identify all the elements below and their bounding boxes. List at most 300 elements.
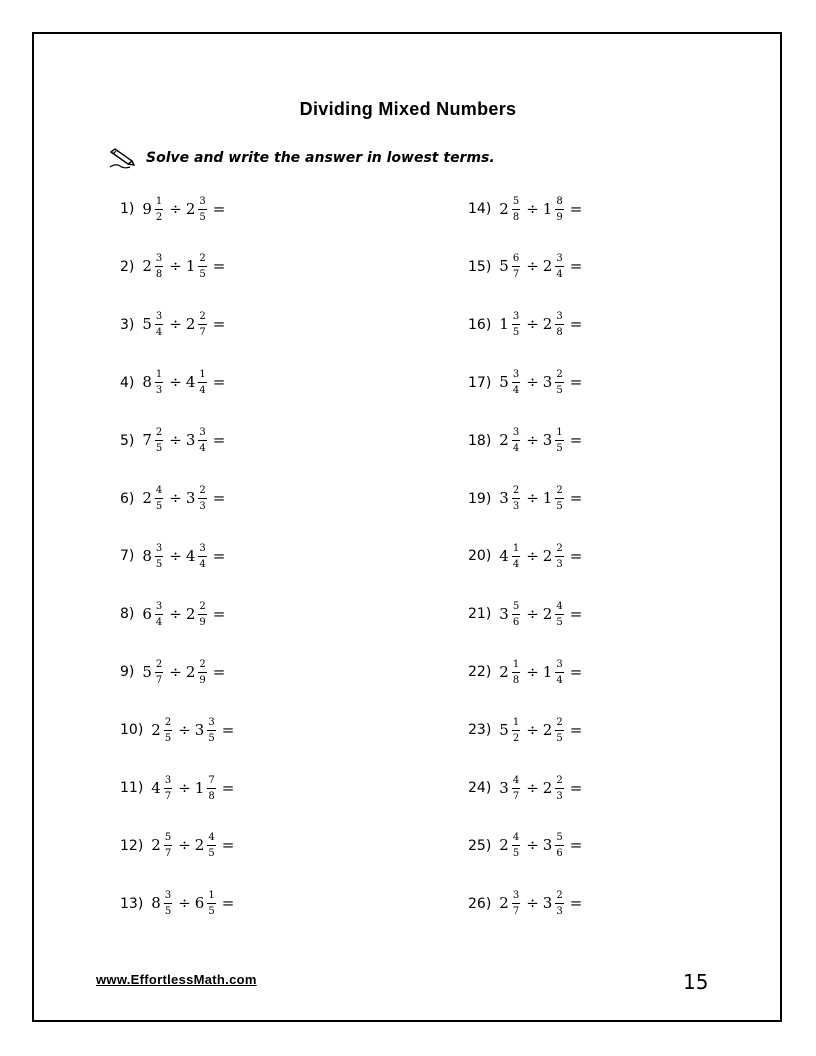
- problem-number: 9): [120, 664, 135, 681]
- denominator: 3: [155, 385, 163, 397]
- denominator: 5: [208, 906, 215, 918]
- fraction: [155, 253, 163, 280]
- fraction: [155, 427, 163, 454]
- fraction: [155, 601, 163, 628]
- division-sign: ÷: [178, 894, 191, 913]
- whole-part: 2: [499, 431, 509, 450]
- denominator: 6: [512, 616, 520, 628]
- fraction: [512, 253, 520, 280]
- division-sign: ÷: [169, 315, 182, 334]
- denominator: 7: [512, 906, 520, 918]
- denominator: 3: [556, 906, 563, 918]
- denominator: 7: [164, 790, 172, 802]
- whole-part: 8: [142, 373, 152, 392]
- equals-sign: =: [569, 373, 583, 392]
- whole-part: 3: [185, 489, 196, 507]
- equals-sign: =: [221, 836, 235, 855]
- whole-part: 3: [499, 604, 509, 623]
- equals-sign: =: [221, 720, 235, 739]
- denominator: 5: [208, 732, 215, 744]
- whole-part: 5: [499, 373, 509, 392]
- division-sign: ÷: [178, 778, 191, 797]
- denominator: 8: [155, 269, 163, 281]
- problem-number: 21): [468, 606, 492, 623]
- fraction: [555, 659, 563, 686]
- fraction: [198, 427, 206, 454]
- numerator: 2: [199, 658, 206, 670]
- problem-2: [120, 249, 225, 285]
- whole-part: 2: [142, 489, 152, 507]
- fraction: [512, 775, 520, 802]
- fraction: [198, 253, 206, 280]
- denominator: 5: [164, 732, 172, 744]
- numerator: 1: [155, 195, 163, 207]
- numerator: 2: [556, 369, 563, 381]
- fraction-bar: [155, 672, 163, 673]
- fraction-bar: [155, 556, 163, 557]
- fraction: [198, 659, 206, 686]
- equals-sign: =: [569, 836, 583, 855]
- denominator: 7: [512, 269, 520, 281]
- division-sign: ÷: [169, 489, 182, 507]
- fraction: [155, 659, 163, 686]
- division-sign: ÷: [526, 431, 539, 450]
- problem-number: 19): [468, 490, 492, 507]
- problem-5: [120, 423, 225, 459]
- whole-part: 2: [142, 257, 152, 276]
- numerator: 3: [155, 542, 163, 554]
- numerator: 3: [199, 427, 206, 439]
- fraction: [555, 543, 563, 570]
- pencil-writing-icon: [108, 146, 138, 170]
- division-sign: ÷: [526, 778, 539, 797]
- equals-sign: =: [221, 778, 235, 797]
- equals-sign: =: [569, 720, 583, 739]
- problem-25: [468, 828, 582, 864]
- problem-21: [468, 596, 582, 632]
- equals-sign: =: [569, 257, 583, 276]
- division-sign: ÷: [178, 836, 191, 855]
- problem-18: [468, 423, 582, 459]
- denominator: 9: [199, 616, 206, 628]
- numerator: 1: [512, 658, 520, 670]
- equals-sign: =: [569, 199, 583, 218]
- denominator: 5: [164, 906, 172, 918]
- numerator: 4: [512, 774, 520, 786]
- problem-number: 16): [468, 316, 492, 333]
- equals-sign: =: [212, 546, 226, 565]
- problem-number: 17): [468, 374, 492, 391]
- fraction: [207, 832, 215, 859]
- equals-sign: =: [569, 604, 583, 623]
- problem-10: [120, 712, 234, 748]
- denominator: 5: [208, 848, 215, 860]
- denominator: 5: [556, 616, 563, 628]
- fraction: [555, 196, 563, 223]
- problem-19: [468, 481, 582, 517]
- problem-12: [120, 828, 234, 864]
- fraction: [198, 485, 206, 512]
- problem-number: 5): [120, 432, 135, 449]
- problem-17: [468, 365, 582, 401]
- numerator: 2: [199, 311, 206, 323]
- fraction-bar: [207, 845, 215, 846]
- fraction-bar: [555, 382, 563, 383]
- denominator: 2: [512, 732, 520, 744]
- problem-number: 18): [468, 432, 492, 449]
- fraction: [155, 196, 163, 223]
- whole-part: 8: [142, 546, 152, 565]
- whole-part: 3: [542, 894, 553, 913]
- whole-part: 1: [185, 257, 196, 276]
- problem-number: 7): [120, 548, 135, 565]
- fraction-bar: [512, 324, 520, 325]
- fraction: [555, 311, 563, 338]
- whole-part: 2: [185, 662, 196, 681]
- fraction-bar: [512, 845, 520, 846]
- fraction-bar: [555, 266, 563, 267]
- whole-part: 2: [542, 778, 553, 797]
- fraction: [555, 601, 563, 628]
- whole-part: 4: [185, 546, 196, 565]
- division-sign: ÷: [526, 604, 539, 623]
- fraction-bar: [512, 672, 520, 673]
- numerator: 2: [199, 600, 206, 612]
- division-sign: ÷: [178, 720, 191, 739]
- whole-part: 5: [499, 720, 509, 739]
- problem-4: [120, 365, 225, 401]
- denominator: 7: [164, 848, 172, 860]
- numerator: 5: [512, 600, 520, 612]
- fraction-bar: [198, 614, 206, 615]
- numerator: 2: [556, 774, 563, 786]
- fraction-bar: [512, 440, 520, 441]
- denominator: 5: [199, 211, 206, 223]
- denominator: 7: [155, 674, 163, 686]
- numerator: 5: [556, 832, 563, 844]
- denominator: 4: [155, 327, 163, 339]
- fraction-bar: [512, 209, 520, 210]
- problem-number: 1): [120, 201, 135, 217]
- problem-number: 15): [468, 258, 492, 275]
- division-sign: ÷: [169, 604, 182, 623]
- denominator: 8: [208, 790, 215, 802]
- problem-22: [468, 654, 582, 690]
- problem-number: 12): [120, 837, 144, 854]
- problem-14: [468, 191, 582, 227]
- fraction-bar: [555, 556, 563, 557]
- numerator: 3: [155, 253, 163, 265]
- equals-sign: =: [212, 489, 226, 507]
- fraction-bar: [198, 324, 206, 325]
- denominator: 4: [512, 385, 520, 397]
- denominator: 3: [556, 790, 563, 802]
- division-sign: ÷: [526, 662, 539, 681]
- equals-sign: =: [569, 431, 583, 450]
- division-sign: ÷: [169, 546, 182, 565]
- division-sign: ÷: [169, 662, 182, 681]
- whole-part: 2: [151, 836, 161, 855]
- whole-part: 3: [185, 431, 196, 450]
- numerator: 6: [512, 253, 520, 265]
- numerator: 3: [155, 311, 163, 323]
- problem-number: 20): [468, 548, 492, 565]
- problem-24: [468, 770, 582, 806]
- fraction-bar: [155, 614, 163, 615]
- denominator: 5: [155, 501, 163, 512]
- equals-sign: =: [569, 489, 583, 507]
- denominator: 5: [155, 443, 163, 455]
- problem-13: [120, 886, 234, 922]
- numerator: 1: [512, 716, 520, 728]
- fraction: [555, 890, 563, 917]
- denominator: 3: [512, 501, 520, 512]
- fraction: [555, 427, 563, 454]
- division-sign: ÷: [526, 315, 539, 334]
- denominator: 5: [556, 443, 563, 455]
- numerator: 3: [556, 311, 563, 323]
- numerator: 2: [164, 716, 172, 728]
- numerator: 3: [164, 774, 172, 786]
- fraction: [198, 601, 206, 628]
- footer-website-link[interactable]: www.EffortlessMath.com: [96, 972, 257, 987]
- equals-sign: =: [569, 778, 583, 797]
- numerator: 1: [208, 890, 215, 902]
- division-sign: ÷: [526, 489, 539, 507]
- whole-part: 2: [185, 604, 196, 623]
- whole-part: 1: [542, 662, 553, 681]
- numerator: 2: [199, 485, 206, 496]
- fraction-bar: [164, 845, 172, 846]
- fraction-bar: [155, 382, 163, 383]
- numerator: 7: [208, 774, 215, 786]
- numerator: 1: [155, 369, 163, 381]
- division-sign: ÷: [169, 199, 182, 218]
- fraction-bar: [155, 324, 163, 325]
- fraction-bar: [512, 788, 520, 789]
- fraction: [198, 196, 206, 223]
- fraction: [198, 543, 206, 570]
- whole-part: 3: [499, 778, 509, 797]
- whole-part: 2: [185, 199, 196, 218]
- fraction: [512, 427, 520, 454]
- whole-part: 2: [542, 315, 553, 334]
- denominator: 3: [556, 558, 563, 570]
- whole-part: 1: [542, 489, 553, 507]
- fraction: [555, 832, 563, 859]
- whole-part: 5: [142, 315, 152, 334]
- numerator: 3: [512, 311, 520, 323]
- denominator: 3: [199, 501, 206, 512]
- fraction-bar: [512, 266, 520, 267]
- fraction: [155, 543, 163, 570]
- fraction: [555, 717, 563, 744]
- fraction-bar: [207, 903, 215, 904]
- whole-part: 6: [194, 894, 205, 913]
- denominator: 4: [512, 558, 520, 570]
- instructions: [108, 146, 495, 170]
- problem-9: [120, 654, 225, 690]
- problem-number: 26): [468, 895, 492, 912]
- fraction: [512, 601, 520, 628]
- problem-23: [468, 712, 582, 748]
- fraction-bar: [555, 614, 563, 615]
- fraction-bar: [512, 614, 520, 615]
- division-sign: ÷: [526, 373, 539, 392]
- denominator: 5: [512, 848, 520, 860]
- denominator: 5: [556, 501, 563, 512]
- denominator: 5: [199, 269, 206, 281]
- fraction: [512, 369, 520, 396]
- fraction: [164, 775, 172, 802]
- fraction: [207, 717, 215, 744]
- problem-number: 14): [468, 201, 492, 217]
- fraction: [512, 717, 520, 744]
- division-sign: ÷: [526, 546, 539, 565]
- fraction-bar: [555, 324, 563, 325]
- fraction-bar: [198, 556, 206, 557]
- numerator: 2: [556, 890, 563, 902]
- whole-part: 1: [194, 778, 205, 797]
- problem-number: 8): [120, 606, 135, 623]
- problem-number: 23): [468, 722, 492, 739]
- problem-number: 24): [468, 780, 492, 796]
- numerator: 4: [155, 485, 163, 496]
- fraction: [155, 485, 163, 512]
- fraction: [512, 543, 520, 570]
- whole-part: 2: [542, 257, 553, 276]
- denominator: 6: [556, 848, 563, 860]
- numerator: 1: [556, 427, 563, 439]
- equals-sign: =: [212, 199, 226, 218]
- instruction-text: Solve and write the answer in lowest terms.: [146, 150, 495, 166]
- fraction-bar: [555, 209, 563, 210]
- fraction: [164, 717, 172, 744]
- fraction-bar: [198, 672, 206, 673]
- division-sign: ÷: [169, 257, 182, 276]
- problem-number: 6): [120, 490, 135, 507]
- fraction-bar: [198, 266, 206, 267]
- numerator: 3: [556, 658, 563, 670]
- denominator: 4: [155, 616, 163, 628]
- whole-part: 4: [499, 546, 509, 565]
- whole-part: 2: [542, 720, 553, 739]
- fraction: [164, 832, 172, 859]
- whole-part: 3: [499, 489, 509, 507]
- division-sign: ÷: [169, 431, 182, 450]
- denominator: 4: [199, 443, 206, 455]
- whole-part: 2: [194, 836, 205, 855]
- whole-part: 3: [542, 373, 553, 392]
- numerator: 5: [164, 832, 172, 844]
- problem-number: 4): [120, 374, 135, 391]
- division-sign: ÷: [526, 720, 539, 739]
- fraction: [164, 890, 172, 917]
- fraction: [555, 775, 563, 802]
- denominator: 4: [199, 385, 206, 397]
- page-number: 15: [683, 970, 709, 994]
- whole-part: 3: [194, 720, 205, 739]
- fraction-bar: [155, 266, 163, 267]
- fraction: [512, 832, 520, 859]
- problem-6: [120, 481, 225, 517]
- whole-part: 7: [142, 431, 152, 450]
- denominator: 5: [556, 732, 563, 744]
- fraction: [512, 485, 520, 512]
- numerator: 2: [556, 485, 563, 496]
- whole-part: 9: [142, 199, 152, 218]
- fraction-bar: [555, 903, 563, 904]
- whole-part: 3: [542, 431, 553, 450]
- denominator: 9: [556, 211, 563, 223]
- equals-sign: =: [212, 257, 226, 276]
- numerator: 3: [164, 890, 172, 902]
- numerator: 3: [199, 542, 206, 554]
- problem-number: 3): [120, 316, 135, 333]
- problem-number: 25): [468, 837, 492, 854]
- whole-part: 2: [499, 894, 509, 913]
- fraction: [207, 775, 215, 802]
- numerator: 2: [155, 427, 163, 439]
- problem-20: [468, 538, 582, 574]
- fraction-bar: [555, 498, 563, 499]
- denominator: 5: [155, 558, 163, 570]
- whole-part: 5: [142, 662, 152, 681]
- equals-sign: =: [569, 894, 583, 913]
- denominator: 8: [512, 211, 520, 223]
- fraction-bar: [512, 730, 520, 731]
- fraction-bar: [198, 209, 206, 210]
- division-sign: ÷: [526, 199, 539, 218]
- fraction-bar: [164, 903, 172, 904]
- fraction-bar: [555, 440, 563, 441]
- fraction: [155, 369, 163, 396]
- equals-sign: =: [212, 315, 226, 334]
- numerator: 3: [155, 600, 163, 612]
- denominator: 5: [556, 385, 563, 397]
- fraction-bar: [164, 788, 172, 789]
- denominator: 4: [199, 558, 206, 570]
- fraction-bar: [512, 903, 520, 904]
- whole-part: 2: [185, 315, 196, 334]
- problem-number: 11): [120, 780, 144, 796]
- fraction: [555, 485, 563, 512]
- fraction-bar: [164, 730, 172, 731]
- denominator: 8: [512, 674, 520, 686]
- numerator: 4: [556, 600, 563, 612]
- equals-sign: =: [569, 315, 583, 334]
- whole-part: 2: [542, 546, 553, 565]
- whole-part: 4: [185, 373, 196, 392]
- whole-part: 3: [542, 836, 553, 855]
- fraction: [555, 253, 563, 280]
- page-title: Dividing Mixed Numbers: [299, 99, 517, 119]
- numerator: 3: [199, 195, 206, 207]
- problem-number: 13): [120, 895, 144, 912]
- numerator: 3: [512, 427, 520, 439]
- division-sign: ÷: [526, 836, 539, 855]
- fraction-bar: [198, 440, 206, 441]
- fraction-bar: [155, 440, 163, 441]
- fraction-bar: [155, 498, 163, 499]
- fraction: [198, 311, 206, 338]
- fraction-bar: [555, 845, 563, 846]
- fraction-bar: [512, 382, 520, 383]
- whole-part: 2: [151, 720, 161, 739]
- numerator: 4: [208, 832, 215, 844]
- equals-sign: =: [212, 373, 226, 392]
- equals-sign: =: [569, 662, 583, 681]
